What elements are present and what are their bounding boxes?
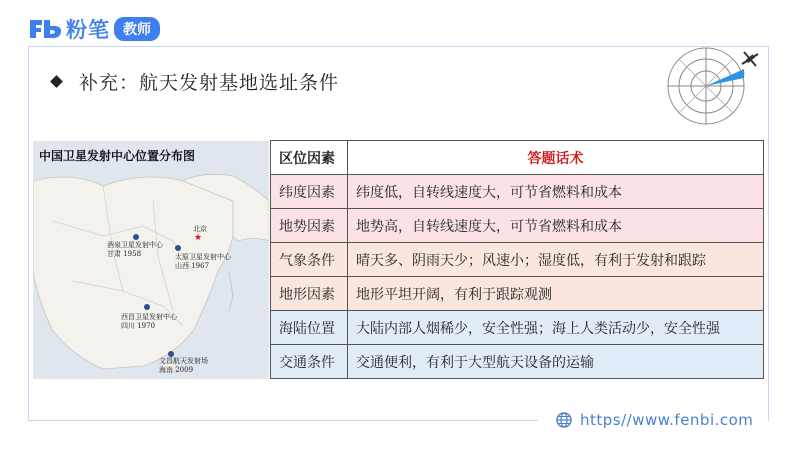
table-row	[271, 277, 764, 311]
fenbi-logo-icon	[28, 17, 64, 41]
row-factor: 地形因素	[271, 277, 348, 311]
row-talk: 纬度低，自转线速度大，可节省燃料和成本	[348, 175, 764, 209]
frame-left-line	[28, 46, 29, 421]
row-talk: 交通便利，有利于大型航天设备的运输	[348, 345, 764, 379]
table-row	[271, 345, 764, 379]
frame-bottom-line	[28, 420, 538, 421]
radar-icon	[662, 44, 762, 128]
slide-title: 补充：航天发射基地选址条件	[79, 72, 340, 94]
row-talk: 大陆内部人烟稀少，安全性强；海上人类活动少，安全性强	[348, 311, 764, 345]
row-factor: 气象条件	[271, 243, 348, 277]
row-talk: 地势高，自转线速度大，可节省燃料和成本	[348, 209, 764, 243]
table-header-row	[271, 141, 764, 175]
beijing-label: 北京	[193, 225, 207, 233]
row-factor: 海陆位置	[271, 311, 348, 345]
table-row	[271, 243, 764, 277]
taiyuan-site-marker	[175, 245, 181, 251]
jiuquan-label: 酒泉卫星发射中心 甘肃 1958	[107, 241, 163, 258]
brand-name: 粉笔	[66, 18, 110, 42]
capital-star-icon: ★	[194, 233, 203, 243]
row-factor: 地势因素	[271, 209, 348, 243]
row-talk: 晴天多、阴雨天少；风速小；湿度低，有利于发射和跟踪	[348, 243, 764, 277]
header-talk: 答题话术	[348, 141, 764, 175]
map-title: 中国卫星发射中心位置分布图	[39, 149, 196, 163]
globe-icon	[556, 412, 572, 428]
table-row	[271, 175, 764, 209]
china-map-graphic	[33, 141, 269, 379]
table-row	[271, 209, 764, 243]
xichang-label: 西昌卫星发射中心 四川 1970	[121, 313, 177, 330]
diamond-bullet-icon	[50, 75, 63, 88]
footer-url[interactable]	[556, 411, 753, 429]
slide-title-row	[52, 68, 339, 95]
brand-badge: 教师	[114, 17, 160, 41]
row-factor: 交通条件	[271, 345, 348, 379]
xichang-site-marker	[144, 304, 150, 310]
footer-url-text[interactable]: https//www.fenbi.com	[580, 411, 754, 429]
wenchang-label: 文昌航天发射场 海南 2009	[159, 357, 208, 374]
brand-logo	[28, 14, 160, 44]
table-row	[271, 311, 764, 345]
row-talk: 地形平坦开阔，有利于跟踪观测	[348, 277, 764, 311]
row-factor: 纬度因素	[271, 175, 348, 209]
header-factor: 区位因素	[271, 141, 348, 175]
frame-right-line	[768, 46, 769, 421]
site-selection-table	[270, 140, 764, 379]
jiuquan-site-marker	[133, 234, 139, 240]
launch-site-map	[33, 141, 269, 379]
satellite-icon	[742, 52, 758, 66]
frame-top-line	[28, 46, 768, 47]
taiyuan-label: 太原卫星发射中心 山西 1967	[175, 253, 231, 270]
